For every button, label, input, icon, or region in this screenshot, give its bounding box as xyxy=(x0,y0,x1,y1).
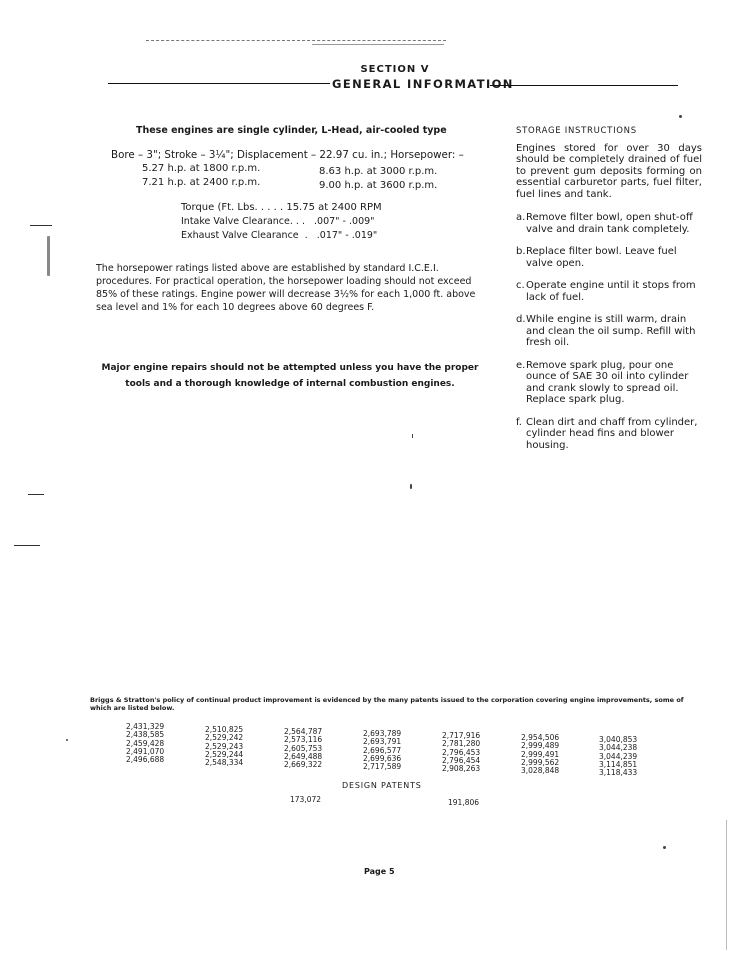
hp-3000: 8.63 h.p. at 3000 r.p.m. xyxy=(319,166,438,177)
patent-number: 2,908,263 xyxy=(442,764,481,774)
patent-number: 3,044,238 xyxy=(599,743,638,753)
patent-number: 2,605,753 xyxy=(284,743,323,753)
patent-number: 3,118,433 xyxy=(599,768,638,778)
speck xyxy=(410,484,412,489)
storage-section xyxy=(516,126,702,462)
storage-title: STORAGE INSTRUCTIONS xyxy=(516,126,637,136)
ratings-paragraph: The horsepower ratings listed above are established by standard I.C.E.I. procedures. For practical operation, the horsepower loading should not exceed 85% of these ratings. Engine power will decrease 3½% for each 1,000 ft. above sea level and 1% for each 10 degrees above 60 degrees F. xyxy=(96,263,476,313)
step-text: While engine is still warm, drain and clean the oil sump. Refill with fresh oil. xyxy=(526,314,696,348)
patent-number: 2,954,506 xyxy=(521,733,560,742)
storage-step-c xyxy=(516,280,702,303)
patent-number: 2,999,489 xyxy=(521,741,560,751)
patent-number: 2,699,636 xyxy=(363,753,402,763)
patent-number: 2,529,244 xyxy=(205,749,244,759)
patent-number: 2,999,491 xyxy=(521,749,560,759)
repairs-note: Major engine repairs should not be attempted unless you have the proper tools and a thorough knowledge of internal combustion engines. xyxy=(101,363,479,389)
step-letter: a. xyxy=(516,212,526,223)
hp-1800: 5.27 h.p. at 1800 r.p.m. xyxy=(142,163,261,174)
step-letter: f. xyxy=(516,416,522,428)
patents-note: Briggs & Stratton's policy of continual product improvement is evidenced by the many patents issued to the corporation covering engine improvements, some of which are listed below. xyxy=(90,696,684,712)
margin-mark xyxy=(28,494,44,495)
section-title-row xyxy=(108,77,678,93)
margin-mark xyxy=(726,820,727,950)
step-letter: d. xyxy=(516,314,526,325)
speck xyxy=(66,739,68,741)
step-letter: b. xyxy=(516,246,526,257)
exhaust-clearance: Exhaust Valve Clearance . .017" - .019" xyxy=(181,230,378,241)
patent-number: 2,438,585 xyxy=(126,730,165,740)
scan-artifact-line xyxy=(146,40,446,41)
patent-number: 2,693,791 xyxy=(363,737,402,747)
patent-column xyxy=(284,728,322,769)
patent-number: 2,529,242 xyxy=(205,733,244,743)
patent-number: 2,649,488 xyxy=(284,751,323,761)
patent-number: 2,669,322 xyxy=(284,760,323,770)
title-rule-left xyxy=(108,83,330,84)
patent-number: 2,796,453 xyxy=(442,747,481,757)
torque-line: Torque (Ft. Lbs. . . . . 15.75 at 2400 RPM xyxy=(181,202,382,213)
patent-column xyxy=(599,736,637,777)
intake-clearance: Intake Valve Clearance. . . .007" - .009" xyxy=(181,216,375,227)
patent-number: 2,431,329 xyxy=(126,722,165,731)
patent-number: 2,548,334 xyxy=(205,758,244,768)
patent-number: 3,044,239 xyxy=(599,751,638,761)
speck xyxy=(663,846,666,849)
hp-3600: 9.00 h.p. at 3600 r.p.m. xyxy=(319,180,438,191)
storage-intro: Engines stored for over 30 days should be completely drained of fuel to prevent gum deposits forming on essential carburetor parts, fuel filter, fuel lines and tank. xyxy=(516,142,702,200)
storage-step-d xyxy=(516,314,702,349)
hp-2400: 7.21 h.p. at 2400 r.p.m. xyxy=(142,177,261,188)
patent-number: 2,496,688 xyxy=(126,755,165,765)
patent-number: 2,717,916 xyxy=(442,731,481,740)
patent-number: 2,717,589 xyxy=(363,762,402,772)
storage-step-f xyxy=(516,417,702,452)
step-text: Remove filter bowl, open shut-off valve and drain tank completely. xyxy=(526,212,693,235)
patent-number: 3,040,853 xyxy=(599,735,638,744)
patent-column xyxy=(442,732,480,773)
patent-number: 2,564,787 xyxy=(284,727,323,736)
section-number: SECTION V xyxy=(360,64,430,75)
patent-column xyxy=(521,734,559,775)
patent-number: 2,529,243 xyxy=(205,741,244,751)
design-patent-number: 191,806 xyxy=(448,798,480,807)
speck xyxy=(679,115,682,118)
storage-step-b xyxy=(516,246,702,269)
patent-number: 2,510,825 xyxy=(205,725,244,734)
patent-number: 2,573,116 xyxy=(284,735,323,745)
patent-column xyxy=(363,730,401,771)
design-patents-label: DESIGN PATENTS xyxy=(342,781,422,790)
patent-number: 2,491,070 xyxy=(126,746,165,756)
patent-number: 2,459,428 xyxy=(126,738,165,748)
margin-mark xyxy=(14,545,40,546)
patent-number: 2,693,789 xyxy=(363,729,402,738)
patent-number: 2,796,454 xyxy=(442,755,481,765)
step-text: Operate engine until it stops from lack of fuel. xyxy=(526,280,696,303)
design-patent-number: 173,072 xyxy=(290,795,322,804)
patent-column xyxy=(126,723,164,764)
specs-heading: These engines are single cylinder, L-Head, air-cooled type xyxy=(136,125,447,136)
patent-number: 3,114,851 xyxy=(599,759,638,769)
scan-artifact-line xyxy=(312,44,444,45)
storage-step-a xyxy=(516,212,702,235)
margin-mark xyxy=(30,225,52,226)
patent-number: 2,781,280 xyxy=(442,739,481,749)
step-letter: e. xyxy=(516,359,526,371)
speck xyxy=(47,236,50,276)
patent-number: 2,999,562 xyxy=(521,757,560,767)
patent-column xyxy=(205,726,243,767)
title-rule-right xyxy=(490,85,678,86)
section-title: GENERAL INFORMATION xyxy=(332,77,514,91)
page-number: Page 5 xyxy=(364,867,395,876)
specs-line: Bore – 3"; Stroke – 3¼"; Displacement – 22.97 cu. in.; Horsepower: – xyxy=(111,149,464,161)
step-text: Clean dirt and chaff from cylinder, cylinder head fins and blower housing. xyxy=(526,416,698,451)
step-text: Replace filter bowl. Leave fuel valve open. xyxy=(526,246,677,269)
patent-number: 2,696,577 xyxy=(363,745,402,755)
patent-number: 3,028,848 xyxy=(521,766,560,776)
speck xyxy=(412,434,413,438)
step-text: Remove spark plug, pour one ounce of SAE 30 oil into cylinder and crank slowly to spread oil. Replace spark plug. xyxy=(526,359,689,405)
storage-step-e xyxy=(516,360,702,406)
step-letter: c. xyxy=(516,280,525,291)
